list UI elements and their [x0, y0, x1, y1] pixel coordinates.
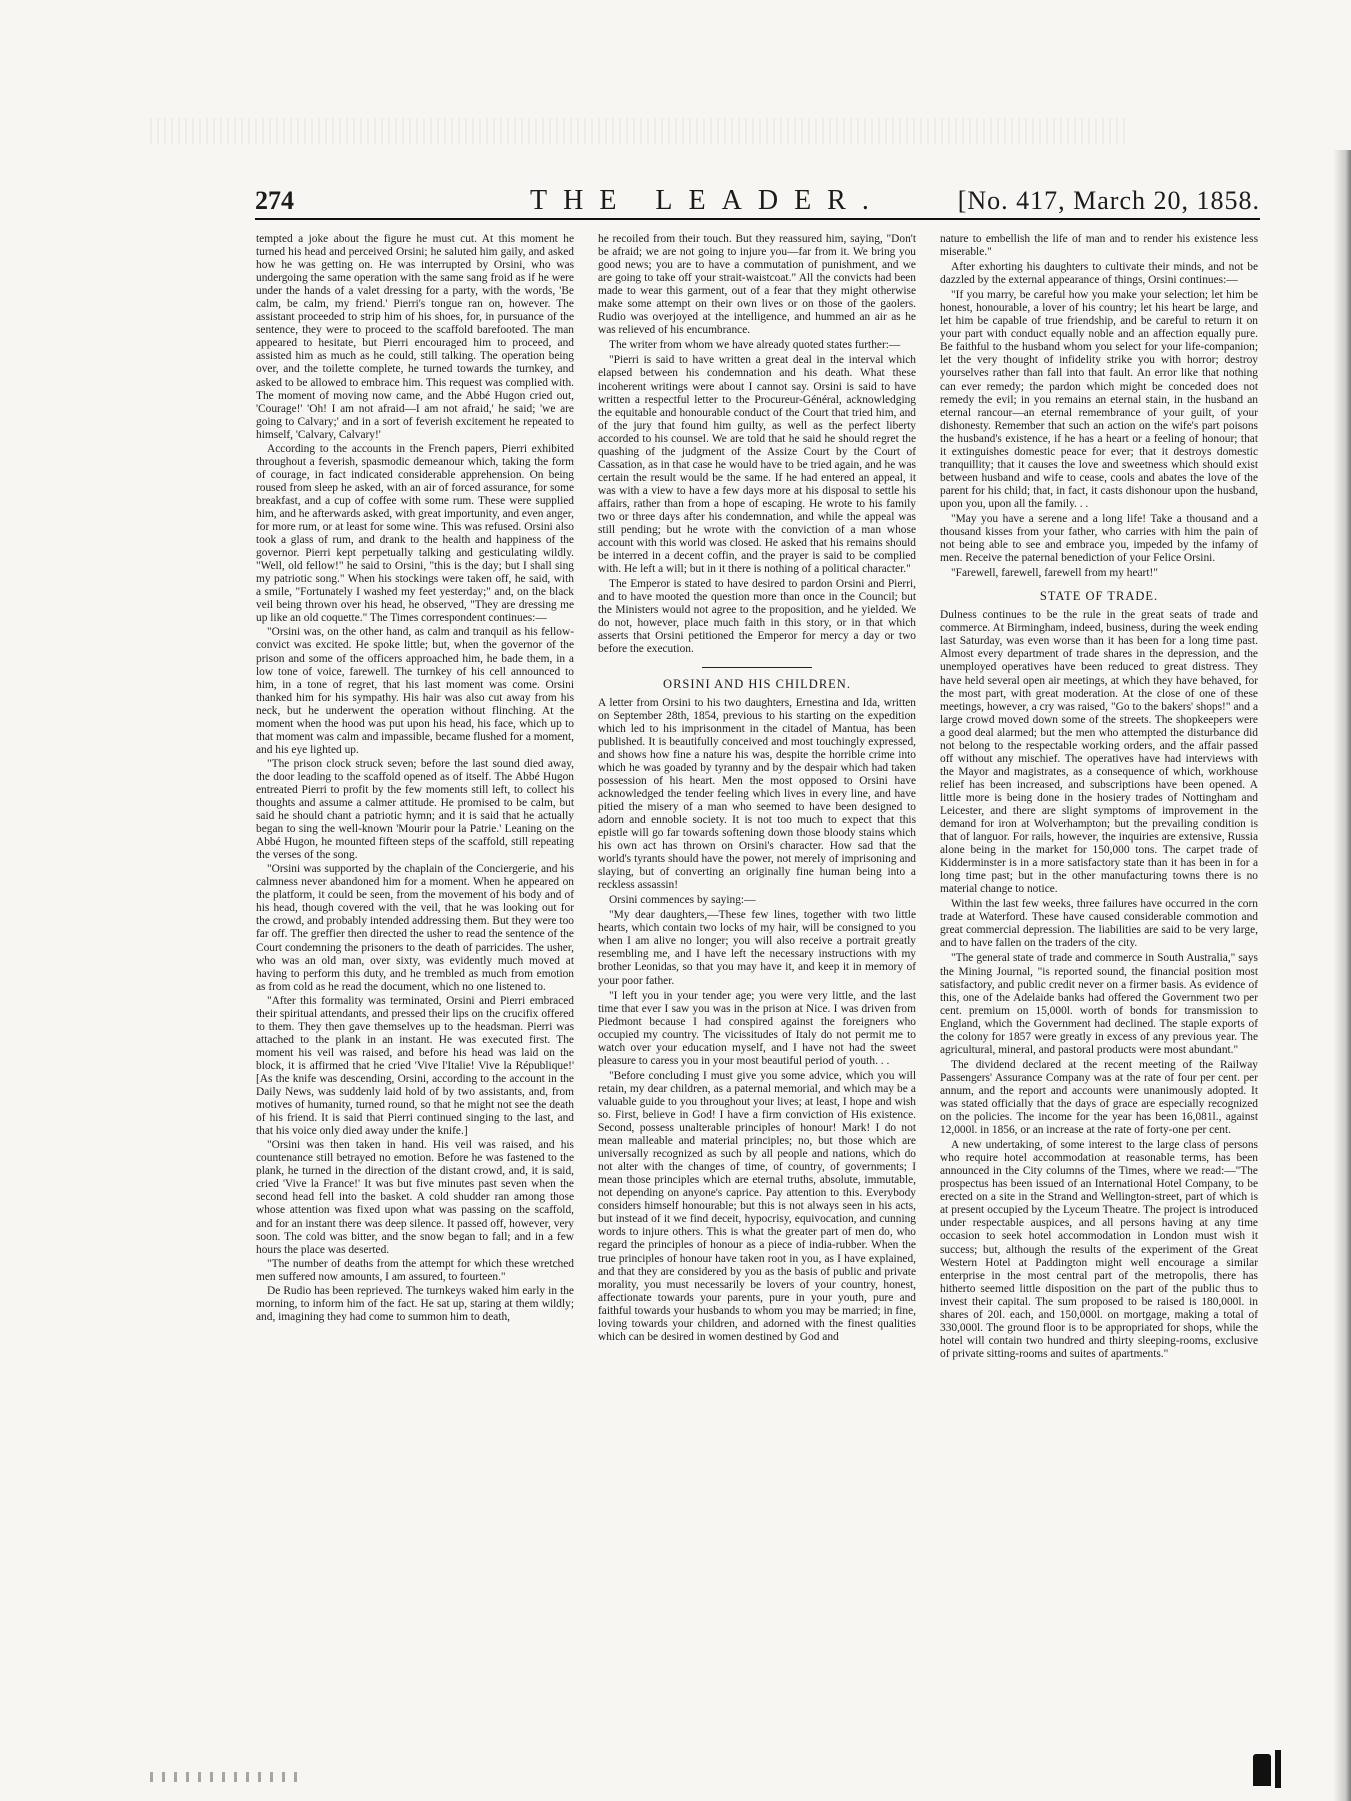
paragraph: A letter from Orsini to his two daughters, Ernestina and Ida, written on September 28th, 1854, previous to his starting on the expedition which led to his imprisonment in the citadel of Mantua, has been published. It is beautifully conceived and most touchingly expressed, and shows how fine a nature his was, despite the horrible crime into which he was goaded by tyranny and by the despair which had taken possession of his heart. Men the most opposed to Orsini have acknowledged the tender feeling which lives in every line, and have pitied the misery of a man who seemed to have been designed to adorn and ennoble society. It is not too much to expect that this epistle will go far towards softening down those bloody stains which his own act has thrown on Orsini's character. How sad that the world's tyrants should have the power, not merely of imprisoning and slaying, but of converting an originally fine human being into a reckless assassin!	[598, 696, 916, 892]
paragraph: "The number of deaths from the attempt for which these wretched men suffered now amounts, I am assured, to fourteen."	[256, 1257, 574, 1283]
page-edge-shadow	[1333, 150, 1351, 1801]
column-left	[256, 233, 574, 1516]
paragraph: Dulness continues to be the rule in the great seats of trade and commerce. At Birmingham, indeed, business, during the week ending last Saturday, was even worse than it has been for a long time past. Almost every department of trade shares in the depression, and the unemployed operatives have been reduced to great distress. They have held several open air meetings, at which they have behaved, for the most part, with great moderation. At the close of one of these meetings, however, a cry was raised, "Go to the bakers' shops!" and a large crowd moved down some of the streets. The shopkeepers were a good deal alarmed; but the men who attempted the disturbance did not belong to the respectable working orders, and the affair passed off without any mischief. The operatives have had interviews with the Mayor and magistrates, as a consequence of which, workhouse relief has been increased, and subscriptions have been opened. A little more is being done in the hosiery trades of Nottingham and Leicester, and there are slight symptoms of improvement in the demand for iron at Wolverhampton; but the prevailing condition is that of languor. For rails, however, the inquiries are extensive, Russia alone being in the market for 150,000 tons. The carpet trade of Kidderminster is in a more satisfactory state than it has been in for a long time past; but in the other manufacturing towns there is no material change to notice.	[940, 609, 1258, 896]
paragraph: "The general state of trade and commerce in South Australia," says the Mining Journal, "is reported sound, the financial position most satisfactory, and public credit never on a firmer basis. As evidence of this, one of the Adelaide banks had offered the Government two per cent. premium on 15,000l. worth of bonds for transmission to England, which the Government had declined. The staple exports of the colony for 1857 were greatly in excess of any previous year. The agricultural, mineral, and pastoral products were most abundant."	[940, 952, 1258, 1056]
paragraph: he recoiled from their touch. But they reassured him, saying, "Don't be afraid; we are not going to injure you—far from it. We bring you good news; you are to have a commutation of punishment, and we are going to take off your strait-waistcoat." All the convicts had been made to wear this garment, out of a fear that they might otherwise make some attempt on their own lives or on those of the gaolers. Rudio was overjoyed at the intelligence, and hummed an air as he was relieved of his encumbrance.	[598, 233, 916, 337]
paragraph: "Pierri is said to have written a great deal in the interval which elapsed between his condemnation and his death. What these incoherent writings were about I cannot say. Orsini is said to have written a respectful letter to the Procureur-Général, acknowledging the equitable and honourable conduct of the Court that tried him, and of the jury that found him guilty, as well as the perfect liberty accorded to his counsel. We are told that he said he should regret the quashing of the judgment of the Assize Court by the Court of Cassation, as in that case he would have to be tried again, and he was certain the result would be the same. If he had entered an appeal, it was with a view to have a few days more at his disposal to settle his affairs, rather than from a hope of escaping. He wrote to his family two or three days after his condemnation, and while the appeal was still pending; but he wrote with the conviction of a man whose account with this world was closed. He asked that his remains should be interred in a decent coffin, and the prayer is said to be complied with. He left a will; but in it there is nothing of a political character."	[598, 354, 916, 576]
paragraph: "The prison clock struck seven; before the last sound died away, the door leading to the scaffold opened as of itself. The Abbé Hugon entreated Pierri to profit by the few moments still left, to collect his thoughts and assume a calmer attitude. He promised to be calm, but said he should chant a patriotic hymn; and it is said that he actually began to sing the well-known 'Mourir pour la Patrie.' Leaning on the Abbé Hugon, he mounted fifteen steps of the scaffold, still repeating the verses of the song.	[256, 757, 574, 862]
column-middle	[598, 233, 916, 1503]
paragraph: "Before concluding I must give you some advice, which you will retain, my dear children, as a paternal memorial, and which may be a valuable guide to you throughout your lives; at least, I hope and wish so. First, believe in God! I have a firm conviction of His existence. Second, possess unalterable principles of honour! Mark! I do not mean malleable and material principles; no, but those which are universally recognized as such by all people and nations, which do not alter with the changes of time, of country, of governments; I mean those principles which are eternal truths, absolute, immutable, not depending on anyone's caprice. Pay attention to this. Everybody considers himself honourable; but this is not always seen in his acts, but instead of it we find deceit, hypocrisy, equivocation, and cunning words to injure others. This is what the greater part of men do, who regard the principles of honour as a piece of india-rubber. When the true principles of honour have taken root in you, as I have explained, and that they are considered by you as the basis of public and private morality, you must necessarily be lovers of your country, honest, affectionate towards your parents, pure in your youth, pure and faithful towards your husbands to whom you may be married; in fine, loving towards your children, and adorned with the finest qualities which can be desired in women destined by God and	[598, 1069, 916, 1343]
paragraph: "Orsini was supported by the chaplain of the Conciergerie, and his calmness never abandoned him for a moment. When he appeared on the platform, it could be seen, from the movement of his body and of his head, though covered with the veil, that he was looking out for the crowd, and probably intended addressing them. But they were too far off. The greffier then directed the usher to read the sentence of the Court condemning the prisoners to the death of parricides. The usher, who was an old man, over sixty, was evidently much moved at having to perform this duty, and he trembled as much from emotion as from cold as he read the document, which no one listened to.	[256, 863, 574, 993]
paragraph: A new undertaking, of some interest to the large class of persons who require hotel accommodation at reasonable terms, has been announced in the City columns of the Times, where we read:—"The prospectus has been issued of an International Hotel Company, to be erected on a site in the Strand and Wellington-street, part of which is at present occupied by the Lyceum Theatre. The project is introduced under respectable auspices, and all persons having at any time occasion to seek hotel accommodation in London must wish it success; but, although the results of the experiment of the Great Western Hotel at Paddington might well encourage a similar enterprise in the most central part of the metropolis, there has hitherto seemed little disposition on the part of the public thus to invest their capital. The sum proposed to be raised is 180,000l. in shares of 20l. each, and 150,000l. on mortgage, making a total of 330,000l. The ground floor is to be appropriated for shops, while the hotel will contain two hundred and thirty sleeping-rooms, exclusive of private sitting-rooms and suites of apartments."	[940, 1139, 1258, 1360]
paragraph: "May you have a serene and a long life! Take a thousand and a thousand kisses from your father, who carries with him the pain of not being able to see and embrace you, impeded by the infamy of men. Receive the paternal benediction of your Felice Orsini.	[940, 512, 1258, 565]
paragraph: "After this formality was terminated, Orsini and Pierri embraced their spiritual attendants, and pressed their lips on the crucifix offered to them. They then gave themselves up to the headsman. Pierri was attached to the plank in an instant. He was executed first. The moment his veil was raised, and before his head was laid on the block, it is affirmed that he cried 'Vive l'Italie! Vive la République!' [As the knife was descending, Orsini, according to the account in the Daily News, was suddenly laid hold of by two assistants, and, from motives of humanity, turned round, so that he might not see the death of his friend. It is said that Pierri continued singing to the last, and that his voice only died away under the knife.]	[256, 994, 574, 1138]
newspaper-title: THE LEADER.	[530, 185, 885, 216]
paragraph: Orsini commences by saying:—	[609, 894, 756, 907]
paragraph: nature to embellish the life of man and to render his existence less miserable."	[940, 233, 1258, 259]
page-header	[255, 182, 1260, 220]
article-heading: ORSINI AND HIS CHILDREN.	[663, 676, 851, 691]
issue-date: [No. 417, March 20, 1858.	[957, 186, 1260, 215]
paragraph: "Orsini was, on the other hand, as calm and tranquil as his fellow-convict was excited. He spoke little; but, when the governor of the prison and some of the officers approached him, he bade them, in a low tone of voice, farewell. The turnkey of his cell announced to him, in a tone of regret, that his last moment was come. Orsini thanked him for his sympathy. His hair was also cut away from his neck, but he underwent the operation without flinching. At the moment when the hood was put upon his head, his face, which up to that moment was calm and impassible, became flushed for a moment, and his eye lighted up.	[256, 626, 574, 756]
paragraph: The Emperor is stated to have desired to pardon Orsini and Pierri, and to have mooted the question more than once in the Council; but the Ministers would not agree to the proposition, and he yielded. We do not, however, place much faith in this story, or in that which asserts that Orsini petitioned the Emperor for mercy a day or two before the execution.	[598, 578, 916, 656]
paragraph: "I left you in your tender age; you were very little, and the last time that ever I saw you was in the prison at Nice. I was driven from Piedmont because I had conspired against the foreigners who occupied my country. The vicissitudes of Italy do not permit me to watch over your education myself, and I have not had the sweet pleasure to caress you in your most beautiful period of youth. . .	[598, 989, 916, 1067]
paragraph: Within the last few weeks, three failures have occurred in the corn trade at Waterford. These have caused considerable commotion and great commercial depression. The liabilities are said to be very large, and to have fallen on the traders of the city.	[940, 898, 1258, 950]
scan-noise-top	[150, 118, 1130, 144]
paragraph: tempted a joke about the figure he must cut. At this moment he turned his head and perceived Orsini; he saluted him gaily, and asked how he was getting on. He was interrupted by Orsini, who was undergoing the same operation with the same sang froid as if he were under the hands of a valet dressing for a party, with the words, 'Be calm, be calm, my friend.' Pierri's tongue ran on, however. The assistant proceeded to strip him of his shoes, for, in pursuance of the sentence, they were to proceed to the scaffold barefooted. The man appeared to hesitate, but Pierri encouraged him to proceed, and assisted him as much as he could, still talking. The operation being over, and the toilette complete, he turned towards the turnkey, and asked to be allowed to embrace him. This request was complied with. The moment of moving now came, and the Abbé Hugon cried out, 'Courage!' 'Oh! I am not afraid—I am not afraid,' he said; 'we are going to Calvary;' and in a sort of feverish excitement he repeated to himself, 'Calvary, Calvary!'	[256, 233, 574, 441]
section-divider	[702, 667, 812, 668]
paragraph: "Orsini was then taken in hand. His veil was raised, and his countenance still betrayed no emotion. Before he was fastened to the plank, he turned in the direction of the distant crowd, and, it is said, cried 'Vive la France!' It was but five minutes past seven when the second head fell into the basket. A cold shudder ran among those whose attention was fixed upon what was passing on the scaffold, and for an instant there was deep silence. It passed off, however, very soon. The cold was bitter, and the snow began to fall; and in a few hours the place was deserted.	[256, 1139, 574, 1256]
paragraph: "If you marry, be careful how you make your selection; let him be honest, honourable, a lover of his country; let his heart be large, and let him be capable of true friendship, and be careful to return it on your part with conduct equally noble and an affection equally pure. Be faithful to the husband whom you select for your life-companion; let the very thought of infidelity strike you with horror; destroy yourselves rather than fall into that fault. An error like that nothing can ever remedy; the pardon which might be conceded does not remedy the evil; in you remains an eternal stain, in the husband an eternal rancour—an eternal remembrance of your guilt, of your dishonesty. Remember that such an action on the wife's part poisons the husband's existence, if he has a heart or a feeling of honour; that it extinguishes domestic peace for ever; that it destroys domestic tranquillity; that it causes the love and sweetness which should exist between husband and wife to cease, cools and abates the love of the parent for his child; that, in fact, it casts dishonour upon the husband, upon you, upon all the family. . .	[940, 289, 1258, 510]
paragraph: After exhorting his daughters to cultivate their minds, and not be dazzled by the external appearance of things, Orsini continues:—	[940, 261, 1258, 287]
page-number: 274	[255, 186, 294, 215]
paragraph: The dividend declared at the recent meeting of the Railway Passengers' Assurance Company was at the rate of four per cent. per annum, and the report and accounts were unanimously adopted. It was stated officially that the days of grace are especially recognized on the policies. The income for the year has been 16,081l., against 12,000l. in 1856, or an increase at the rate of forty-one per cent.	[940, 1058, 1258, 1137]
paragraph: According to the accounts in the French papers, Pierri exhibited throughout a feverish, spasmodic demeanour which, taking the form of courage, in fact indicated considerable apprehension. On being roused from sleep he asked, with an air of forced assurance, for some breakfast, and a cup of coffee with some rum. These were supplied him, and he afterwards asked, with great importunity, and even anger, for more rum, or at least for some wine. This was refused. Orsini also took a glass of rum, and drank to the health and happiness of the governor. Pierri kept perpetually talking and gesticulating wildly. "Well, old fellow!" he said to Orsini, "this is the day; but I shall sing my patriotic song." When his stockings were taken off, he said, with a smile, "Fortunately I washed my feet yesterday;" and, on the black veil being thrown over his head, he observed, "They are dressing me up like an old coquette." The Times correspondent continues:—	[256, 442, 574, 625]
paragraph: "Farewell, farewell, farewell from my heart!"	[951, 567, 1158, 580]
scan-mark	[1253, 1754, 1271, 1786]
paragraph: "My dear daughters,—These few lines, together with two little hearts, which contain two locks of my hair, will be consigned to you when I am alive no longer; you will also receive a portrait greatly resembling me, and I have left the necessary instructions with my brother Leonidas, so that you may have it, and keep it in memory of your poor father.	[598, 909, 916, 987]
column-right	[940, 233, 1258, 1458]
paragraph: The writer from whom we have already quoted states further:—	[609, 339, 901, 352]
scan-mark	[1275, 1750, 1281, 1788]
paragraph: De Rudio has been reprieved. The turnkeys waked him early in the morning, to inform him of the fact. He sat up, staring at them wildly; and, imagining they had come to summon him to death,	[256, 1284, 574, 1323]
scan-noise-bottom	[150, 1772, 300, 1782]
article-heading: STATE OF TRADE.	[1039, 589, 1159, 604]
